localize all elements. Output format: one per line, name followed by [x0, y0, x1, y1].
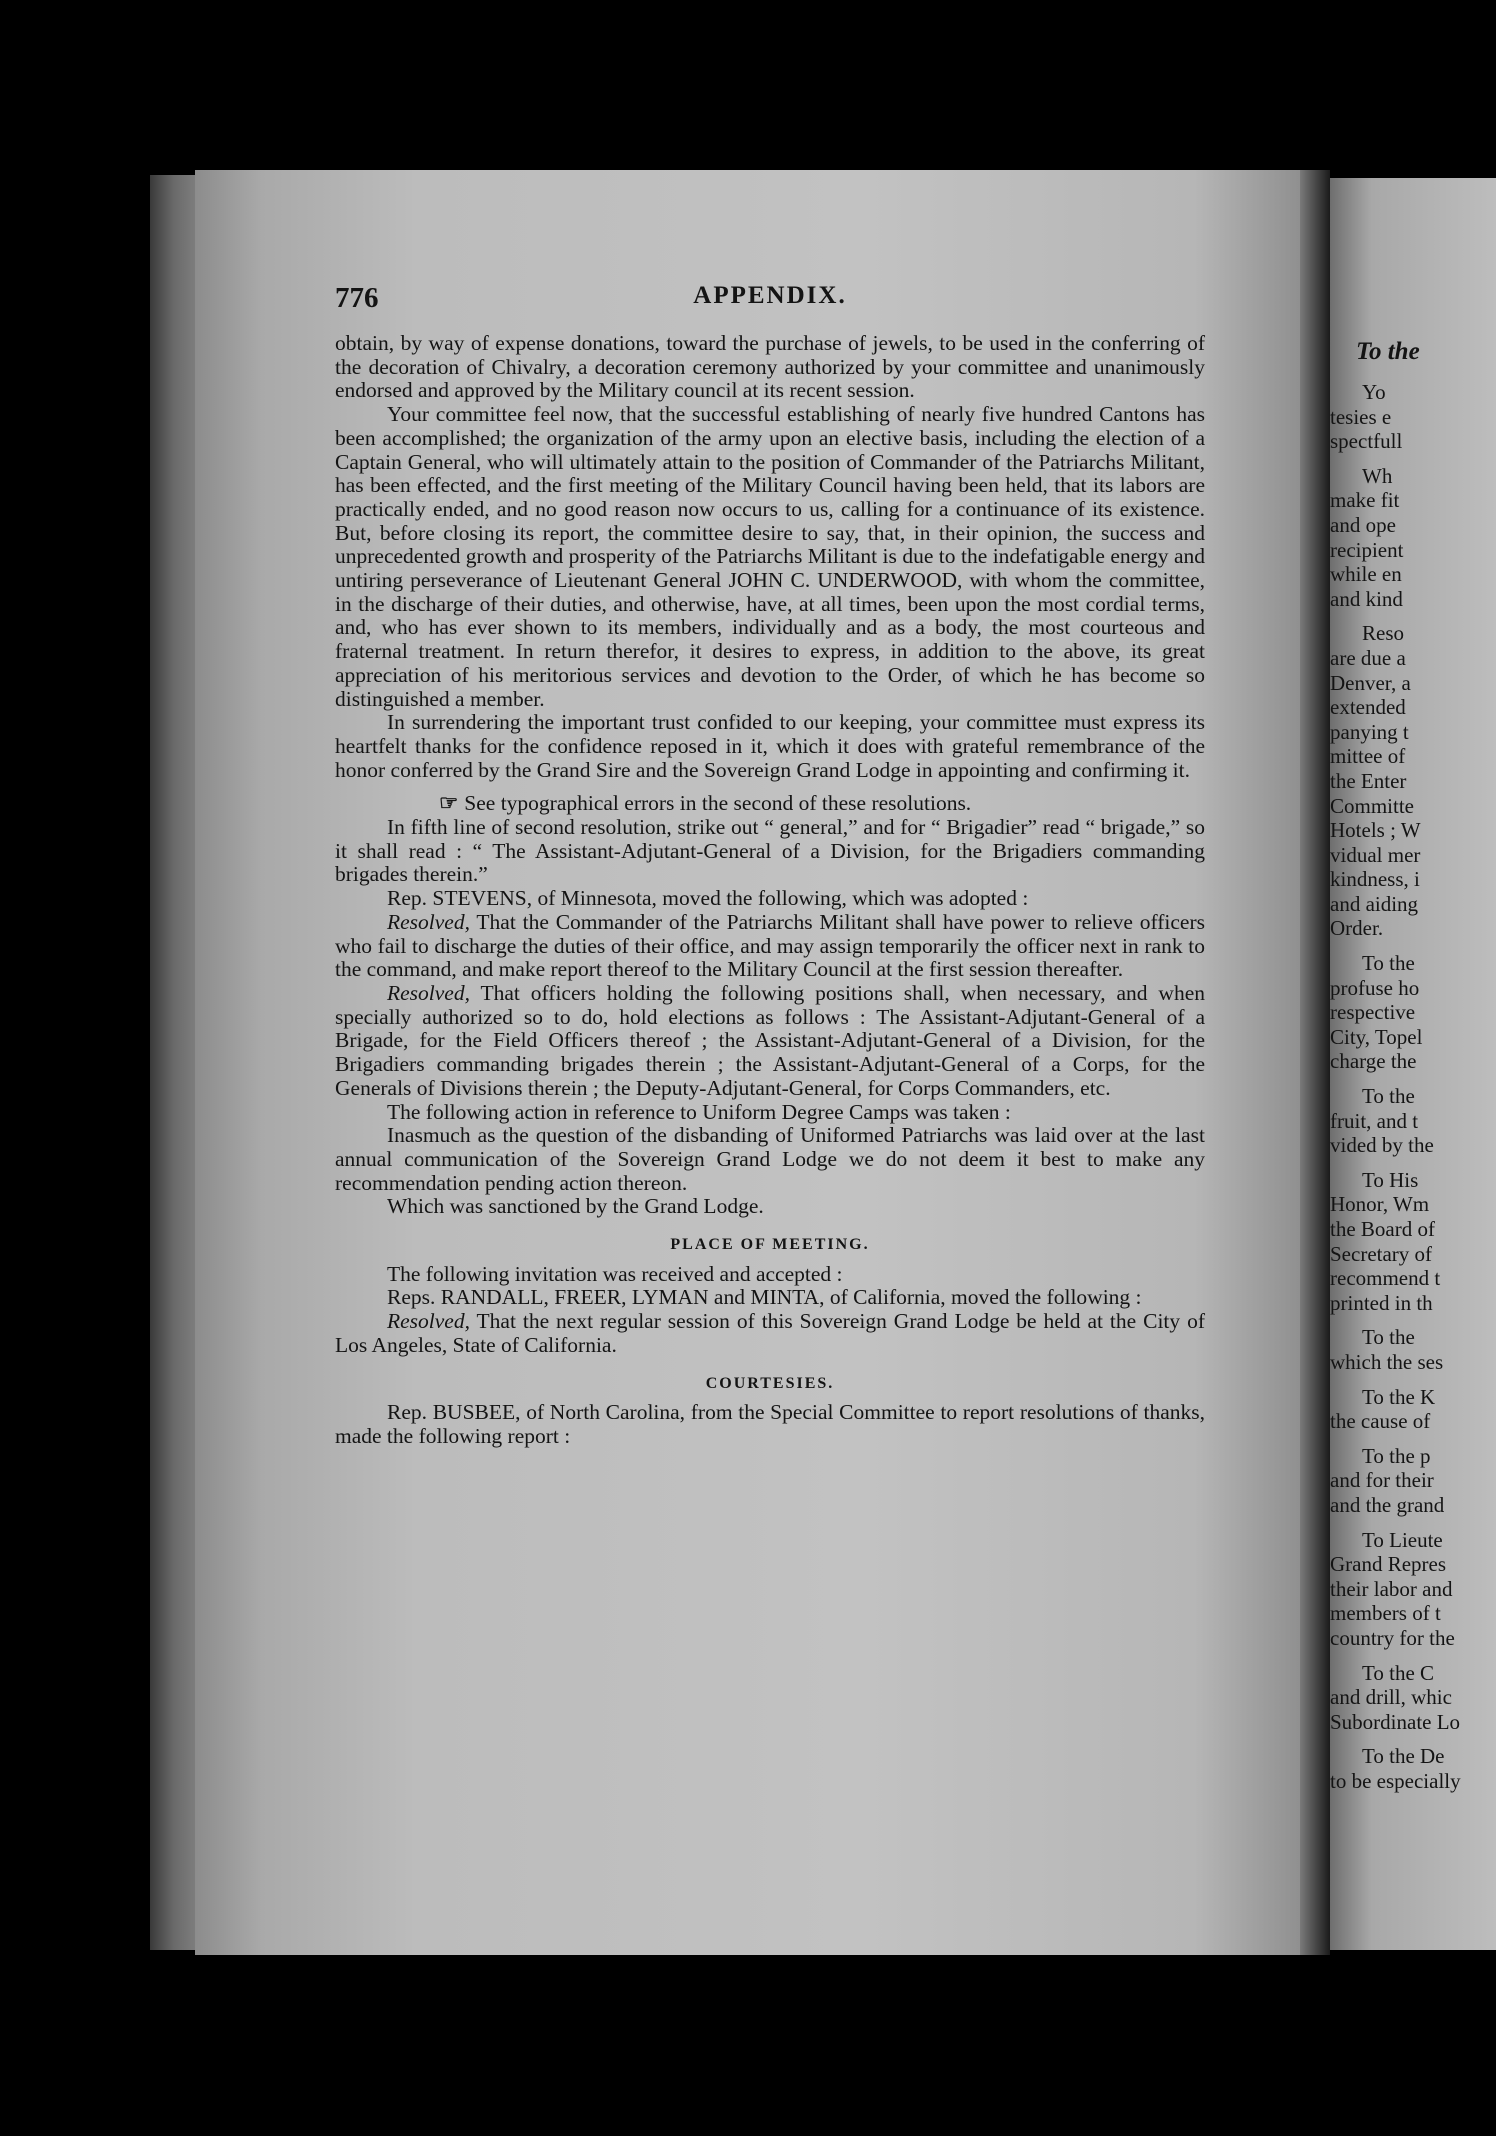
- note-paragraph: [335, 792, 1205, 816]
- paragraph-text: Rep. STEVENS, of Minnesota, moved the following, which was adopted :: [387, 886, 1029, 911]
- facing-page-line: To the C: [1362, 1660, 1435, 1685]
- paragraph-text: Reps. RANDALL, FREER, LYMAN and MINTA, of California, moved the following :: [387, 1285, 1142, 1310]
- facing-page-line: recipient: [1330, 537, 1404, 562]
- body-paragraph: [335, 711, 1205, 782]
- facing-page-line: charge the: [1330, 1049, 1417, 1074]
- facing-page-line: To the: [1362, 951, 1415, 976]
- section-heading: COURTESIES.: [705, 1374, 835, 1392]
- page-header: [335, 282, 1205, 318]
- facing-page-line: Grand Repres: [1330, 1552, 1447, 1577]
- facing-page-line: Honor, Wm: [1330, 1192, 1430, 1217]
- pointing-hand-icon: ☞: [439, 791, 459, 816]
- facing-page-line: Denver, a: [1330, 670, 1411, 695]
- page-body-text: [335, 332, 1205, 1449]
- facing-page-line: Secretary of: [1330, 1241, 1433, 1266]
- paragraph-text: The following action in reference to Uniform Degree Camps was taken :: [387, 1099, 1011, 1124]
- paragraph-text: That officers holding the following positions shall, when necessary, and when specially authorized so to do, hold elections as follows : The Assistant-Adjutant-General of a Brigade, for the Field Officers thereof ; the Assistant-Adjutant-General of a Division, for the Brigadiers commanding brigades therein ; the Assistant-Adjutant-General of a Corps, for the Generals of Divisions therein ; the Deputy-Adjutant-General, for Corps Commanders, etc.: [335, 980, 1205, 1100]
- facing-page-line: To the p: [1362, 1443, 1431, 1468]
- resolved-lead: Resolved,: [387, 909, 470, 934]
- facing-page-line: respective: [1330, 1000, 1416, 1025]
- body-paragraph: [335, 403, 1205, 711]
- facing-page-line: while en: [1330, 562, 1402, 587]
- facing-page-line: the Enter: [1330, 768, 1407, 793]
- facing-page-line: Hotels ; W: [1330, 818, 1421, 843]
- body-paragraph: [335, 1195, 1205, 1219]
- resolution-paragraph: [335, 1310, 1205, 1357]
- paragraph-text: That the next regular session of this Sovereign Grand Lodge be held at the City of Los Angeles, State of California.: [335, 1309, 1205, 1357]
- facing-page-line: and aiding: [1330, 891, 1419, 916]
- facing-page-line: profuse ho: [1330, 975, 1420, 1000]
- facing-page-line: kindness, i: [1330, 867, 1420, 892]
- facing-page-line: panying t: [1330, 719, 1409, 744]
- body-paragraph: [335, 1263, 1205, 1287]
- facing-page-line: spectfull: [1330, 429, 1403, 454]
- facing-page-line: and kind: [1330, 586, 1403, 611]
- resolved-lead: Resolved,: [387, 980, 470, 1005]
- facing-page-line: their labor and: [1330, 1576, 1453, 1601]
- section-heading: PLACE OF MEETING.: [670, 1236, 870, 1254]
- facing-page-line: which the ses: [1330, 1349, 1444, 1374]
- facing-page-line: are due a: [1330, 645, 1406, 670]
- facing-page-line: members of t: [1330, 1601, 1441, 1626]
- facing-page-line: To the: [1362, 1325, 1415, 1350]
- facing-page-line: and the grand: [1330, 1492, 1445, 1517]
- facing-page-line: mittee of: [1330, 744, 1406, 769]
- paragraph-text: Inasmuch as the question of the disbanding of Uniformed Patriarchs was laid over at the last annual communication of the Sovereign Grand Lodge we do not deem it best to make any recommendation pending action thereon.: [335, 1123, 1205, 1195]
- facing-page-line: Reso: [1362, 621, 1404, 646]
- paragraph-text: See typographical errors in the second of these resolutions.: [464, 791, 972, 816]
- facing-page-line: Order.: [1330, 916, 1384, 941]
- resolved-lead: Resolved,: [387, 1309, 470, 1334]
- facing-page-line: and drill, whic: [1330, 1685, 1452, 1710]
- facing-page-line: the Board of: [1330, 1217, 1435, 1241]
- facing-page-line: extended: [1330, 695, 1406, 720]
- facing-page-line: To the De: [1362, 1744, 1445, 1769]
- facing-page-line: and ope: [1330, 512, 1396, 537]
- body-paragraph: [335, 1101, 1205, 1125]
- page-number: 776: [335, 282, 379, 314]
- facing-page-line: to be especially: [1330, 1768, 1461, 1793]
- facing-page-title: To the: [1356, 338, 1420, 365]
- facing-page-line: Wh: [1362, 463, 1393, 488]
- body-paragraph: [335, 1286, 1205, 1310]
- paragraph-text: That the Commander of the Patriarchs Militant shall have power to relieve officers who fail to discharge the duties of their office, and may assign temporarily the officer next in rank to the command, and make report thereof to the Military Council at the first session thereafter.: [335, 909, 1205, 982]
- facing-page-line: To His: [1362, 1167, 1419, 1192]
- facing-page-line: tesies e: [1330, 404, 1392, 429]
- body-paragraph: [335, 816, 1205, 887]
- appendix-page: [195, 170, 1305, 1955]
- facing-page-line: make fit: [1330, 488, 1400, 513]
- paragraph-text: In fifth line of second resolution, strike out “ general,” and for “ Brigadier” read “ brigade,” so it shall read : “ The Assistant-Adjutant-General of a Division, for the Brigadiers commanding brigades therein.”: [335, 815, 1205, 887]
- facing-page-lines: [1330, 340, 1496, 1793]
- facing-page-line: Committe: [1330, 793, 1414, 818]
- paragraph-text: Which was sanctioned by the Grand Lodge.: [387, 1194, 764, 1219]
- facing-page-line: City, Topel: [1330, 1024, 1423, 1049]
- paragraph-text: obtain, by way of expense donations, toward the purchase of jewels, to be used in the conferring of the decoration of Chivalry, a decoration ceremony authorized by your committee and unanimously endorsed and approved by the Military council at its recent session.: [335, 331, 1205, 403]
- facing-page-line: Subordinate Lo: [1330, 1709, 1461, 1734]
- paragraph-text: In surrendering the important trust confided to our keeping, your committee must express its heartfelt thanks for the confidence reposed in it, which it does with grateful remembrance of the honor conferred by the Grand Sire and the Sovereign Grand Lodge in appointing and confirming it.: [335, 710, 1205, 782]
- body-paragraph: [335, 1124, 1205, 1195]
- facing-page-line: country for the: [1330, 1625, 1455, 1650]
- body-paragraph: [335, 887, 1205, 911]
- paragraph-text: Rep. BUSBEE, of North Carolina, from the Special Committee to report resolutions of thanks, made the following report :: [335, 1400, 1205, 1448]
- facing-page-line: and for their: [1330, 1468, 1434, 1493]
- facing-page-line: printed in th: [1330, 1290, 1433, 1315]
- resolution-paragraph: [335, 911, 1205, 982]
- facing-page-line: vided by the: [1330, 1133, 1434, 1158]
- body-paragraph: [335, 332, 1205, 403]
- facing-page-fragment: [1330, 178, 1496, 1950]
- paragraph-text: Your committee feel now, that the successful establishing of nearly five hundred Cantons has been accomplished; the organization of the army upon an elective basis, including the election of a Captain General, who will ultimately attain to the position of Commander of the Patriarchs Militant, has been effected, and the first meeting of the Military Council having been held, that its labors are practically ended, and no good reason now occurs to us, calling for a continuance of its existence. But, before closing its report, the committee desire to say, that, in their opinion, the success and unprecedented growth and prosperity of the Patriarchs Militant is due to the indefatigable energy and untiring perseverance of Lieutenant General JOHN C. UNDERWOOD, with whom the committee, in the discharge of their duties, and otherwise, have, at all times, been upon the most cordial terms, and, who has ever shown to its members, individually and as a body, the most courteous and fraternal treatment. In return therefor, it desires to express, in addition to the above, its great appreciation of his meritorious services and devotion to the Order, of which he has become so distinguished a member.: [335, 402, 1205, 711]
- facing-page-line: To Lieute: [1362, 1527, 1443, 1552]
- facing-page-line: vidual mer: [1330, 842, 1421, 867]
- resolution-paragraph: [335, 982, 1205, 1101]
- paragraph-text: The following invitation was received and accepted :: [387, 1261, 843, 1286]
- facing-page-line: the cause of: [1330, 1409, 1431, 1434]
- body-paragraph: [335, 1401, 1205, 1448]
- facing-page-line: To the: [1362, 1084, 1415, 1109]
- facing-page-line: To the K: [1362, 1384, 1436, 1409]
- running-head: APPENDIX.: [693, 282, 847, 309]
- gutter-shadow: [1300, 170, 1330, 1955]
- facing-page-line: recommend t: [1330, 1266, 1441, 1291]
- facing-page-line: fruit, and t: [1330, 1108, 1419, 1133]
- facing-page-line: Yo: [1362, 380, 1386, 404]
